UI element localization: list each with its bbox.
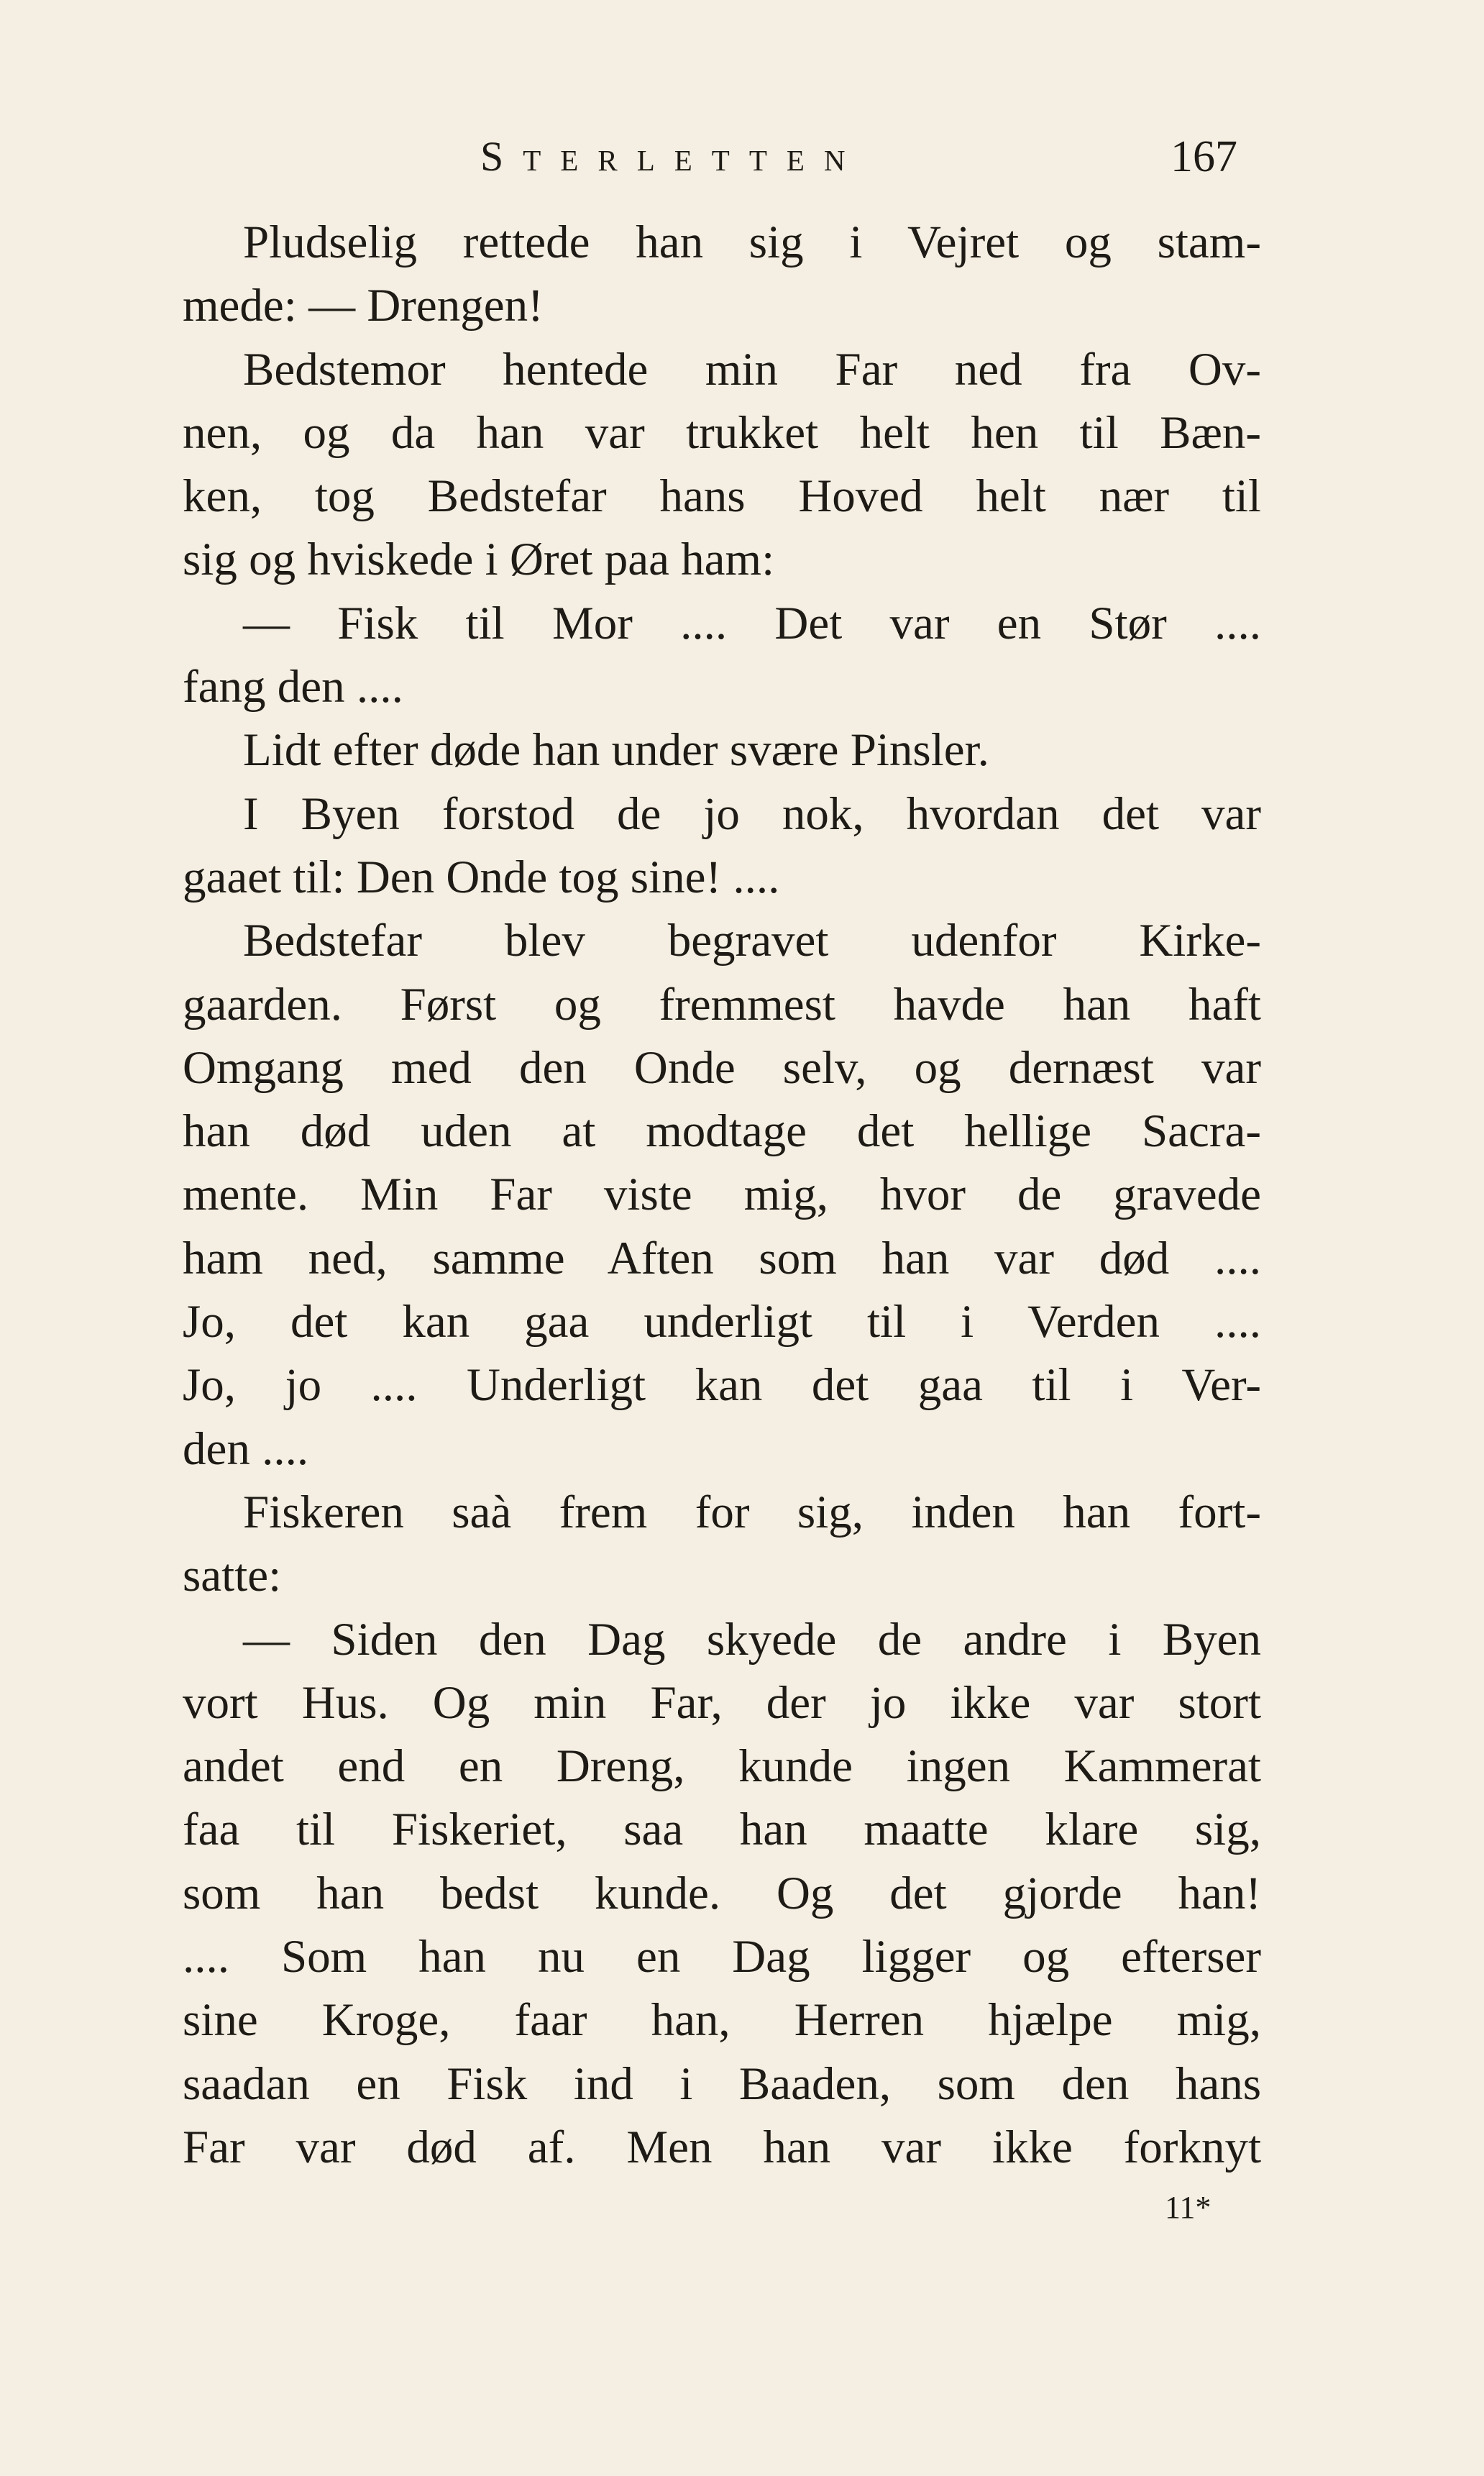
text-line: ken, tog Bedstefar hans Hoved helt nær til xyxy=(183,470,1261,523)
text-line: Bedstefar blev begravet udenfor Kirke- xyxy=(243,915,1261,967)
text-line: .... Som han nu en Dag ligger og efterser xyxy=(183,1931,1261,1983)
text-line: vort Hus. Og min Far, der jo ikke var stort xyxy=(183,1676,1261,1729)
text-line: Fiskeren saà frem for sig, inden han fort- xyxy=(243,1486,1261,1538)
text-line: sine Kroge, faar han, Herren hjælpe mig, xyxy=(183,1994,1261,2047)
text-line: sig og hviskede i Øret paa ham: xyxy=(183,534,775,586)
text-line: saadan en Fisk ind i Baaden, som den hans xyxy=(183,2057,1261,2110)
page-number: 167 xyxy=(1171,132,1237,181)
running-title: Sterletten xyxy=(480,133,865,180)
running-head xyxy=(0,121,1484,193)
text-line: satte: xyxy=(183,1550,282,1602)
text-line: Jo, det kan gaa underligt til i Verden .... xyxy=(183,1296,1261,1348)
text-line: fang den .... xyxy=(183,661,403,713)
text-line: Lidt efter døde han under svære Pinsler. xyxy=(243,724,989,777)
text-line: — Fisk til Mor .... Det var en Stør .... xyxy=(243,597,1261,649)
text-line: Pludselig rettede han sig i Vejret og stam- xyxy=(243,216,1261,268)
text-line: Omgang med den Onde selv, og dernæst var xyxy=(183,1041,1261,1094)
text-line: faa til Fiskeriet, saa han maatte klare sig, xyxy=(183,1804,1261,1856)
text-line: I Byen forstod de jo nok, hvordan det var xyxy=(243,787,1261,840)
text-line: Jo, jo .... Underligt kan det gaa til i Ver- xyxy=(183,1359,1261,1412)
text-line: gaarden. Først og fremmest havde han haft xyxy=(183,978,1261,1031)
text-line: mede: — Drengen! xyxy=(183,280,544,332)
text-line: Far var død af. Men han var ikke forknyt xyxy=(183,2121,1261,2173)
text-line: ham ned, samme Aften som han var død .... xyxy=(183,1232,1261,1284)
text-line: gaaet til: Den Onde tog sine! .... xyxy=(183,851,780,903)
text-line: som han bedst kunde. Og det gjorde han! xyxy=(183,1867,1261,1919)
text-line: han død uden at modtage det hellige Sacra- xyxy=(183,1105,1261,1158)
text-line: andet end en Dreng, kunde ingen Kammerat xyxy=(183,1740,1261,1793)
text-line: nen, og da han var trukket helt hen til Bæn- xyxy=(183,406,1261,459)
body-text xyxy=(183,211,1261,2179)
text-line: — Siden den Dag skyede de andre i Byen xyxy=(243,1613,1261,1666)
text-line: mente. Min Far viste mig, hvor de gravede xyxy=(183,1169,1261,1221)
text-line: Bedstemor hentede min Far ned fra Ov- xyxy=(243,343,1261,396)
signature-mark: 11* xyxy=(1165,2190,1212,2225)
text-line: den .... xyxy=(183,1422,309,1475)
